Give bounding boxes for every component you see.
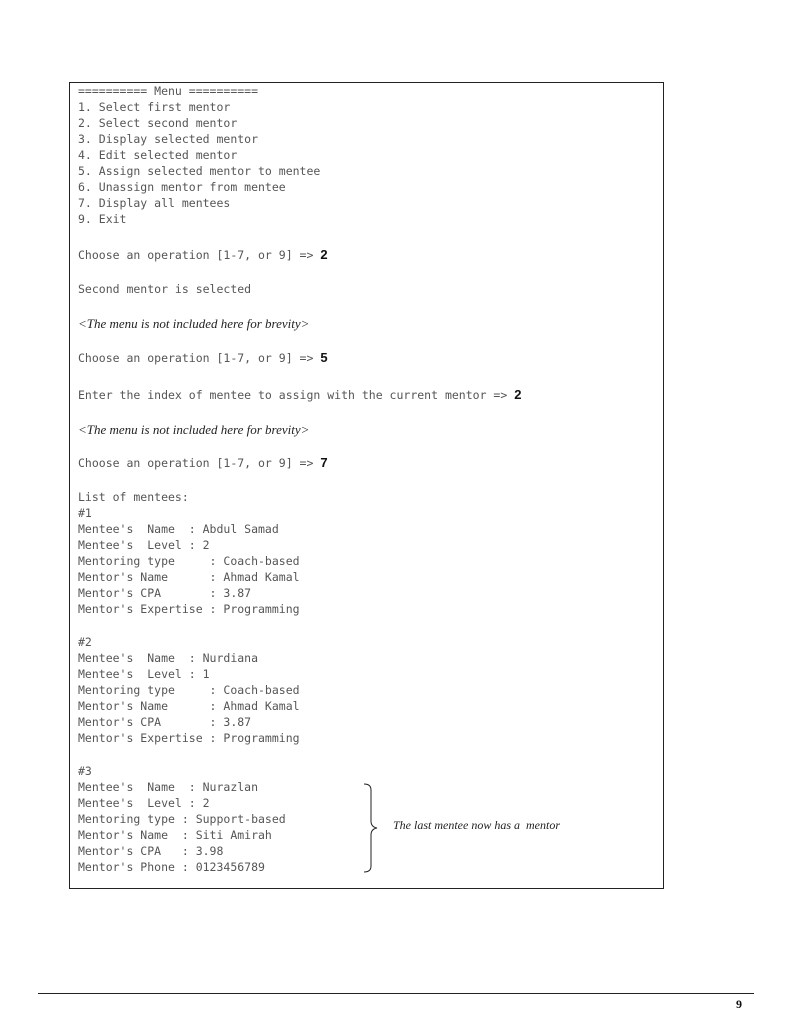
annotation-text: The last mentee now has a mentor — [393, 818, 560, 832]
brevity-note: <The menu is not included here for brevity> — [78, 316, 310, 331]
response-text: Second mentor is selected — [78, 282, 252, 296]
operation-prompt — [78, 456, 328, 470]
menu-item-1: 1. Select first mentor — [78, 100, 231, 114]
prompt-text: Choose an operation [1-7, or 9] => — [78, 456, 321, 470]
mentee-index-prompt — [78, 388, 521, 402]
mentee-detail-line: Mentor's Expertise : Programming — [78, 731, 300, 745]
list-title: List of mentees: — [78, 490, 189, 504]
prompt-text: Choose an operation [1-7, or 9] => — [78, 351, 321, 365]
menu-item-9: 9. Exit — [78, 212, 127, 226]
mentee-detail-line: Mentor's CPA : 3.87 — [78, 586, 252, 600]
prompt-text: Choose an operation [1-7, or 9] => — [78, 248, 321, 262]
mentee-detail-line: Mentor's Phone : 0123456789 — [78, 860, 265, 874]
menu-item-7: 7. Display all mentees — [78, 196, 231, 210]
mentee-detail-line: Mentor's CPA : 3.87 — [78, 715, 252, 729]
menu-item-6: 6. Unassign mentor from mentee — [78, 180, 286, 194]
mentee-detail-line: Mentee's Name : Abdul Samad — [78, 522, 279, 536]
mentee-detail-line: Mentor's Name : Ahmad Kamal — [78, 699, 300, 713]
user-input: 5 — [320, 350, 328, 365]
mentee-detail-line: Mentoring type : Coach-based — [78, 554, 300, 568]
mentee-detail-line: Mentee's Level : 2 — [78, 796, 210, 810]
mentee-detail-line: Mentee's Level : 1 — [78, 667, 210, 681]
footer-rule — [38, 993, 754, 994]
mentee-detail-line: Mentoring type : Support-based — [78, 812, 286, 826]
user-input: 2 — [320, 247, 328, 262]
console-output-box — [69, 82, 664, 889]
menu-header: ========== Menu ========== — [78, 84, 259, 98]
mentee-detail-line: Mentee's Level : 2 — [78, 538, 210, 552]
menu-item-2: 2. Select second mentor — [78, 116, 238, 130]
mentee-detail-line: Mentoring type : Coach-based — [78, 683, 300, 697]
brevity-note: <The menu is not included here for brevity> — [78, 422, 310, 437]
page-number: 9 — [736, 997, 742, 1011]
operation-prompt — [78, 248, 328, 262]
mentee-detail-line: Mentor's Name : Siti Amirah — [78, 828, 272, 842]
mentee-detail-line: Mentor's CPA : 3.98 — [78, 844, 224, 858]
user-input: 2 — [514, 387, 522, 402]
menu-item-3: 3. Display selected mentor — [78, 132, 259, 146]
mentee-detail-line: Mentor's Expertise : Programming — [78, 602, 300, 616]
menu-item-5: 5. Assign selected mentor to mentee — [78, 164, 321, 178]
mentee-detail-line: Mentee's Name : Nurdiana — [78, 651, 259, 665]
operation-prompt — [78, 351, 328, 365]
mentee-detail-line: Mentor's Name : Ahmad Kamal — [78, 570, 300, 584]
mentee-index: #3 — [78, 764, 92, 778]
mentee-detail-line: Mentee's Name : Nurazlan — [78, 780, 259, 794]
mentee-index: #2 — [78, 635, 92, 649]
mentee-index: #1 — [78, 506, 92, 520]
menu-item-4: 4. Edit selected mentor — [78, 148, 238, 162]
prompt-text: Enter the index of mentee to assign with the current mentor => — [78, 388, 515, 402]
curly-brace-icon — [362, 783, 382, 873]
user-input: 7 — [320, 455, 328, 470]
